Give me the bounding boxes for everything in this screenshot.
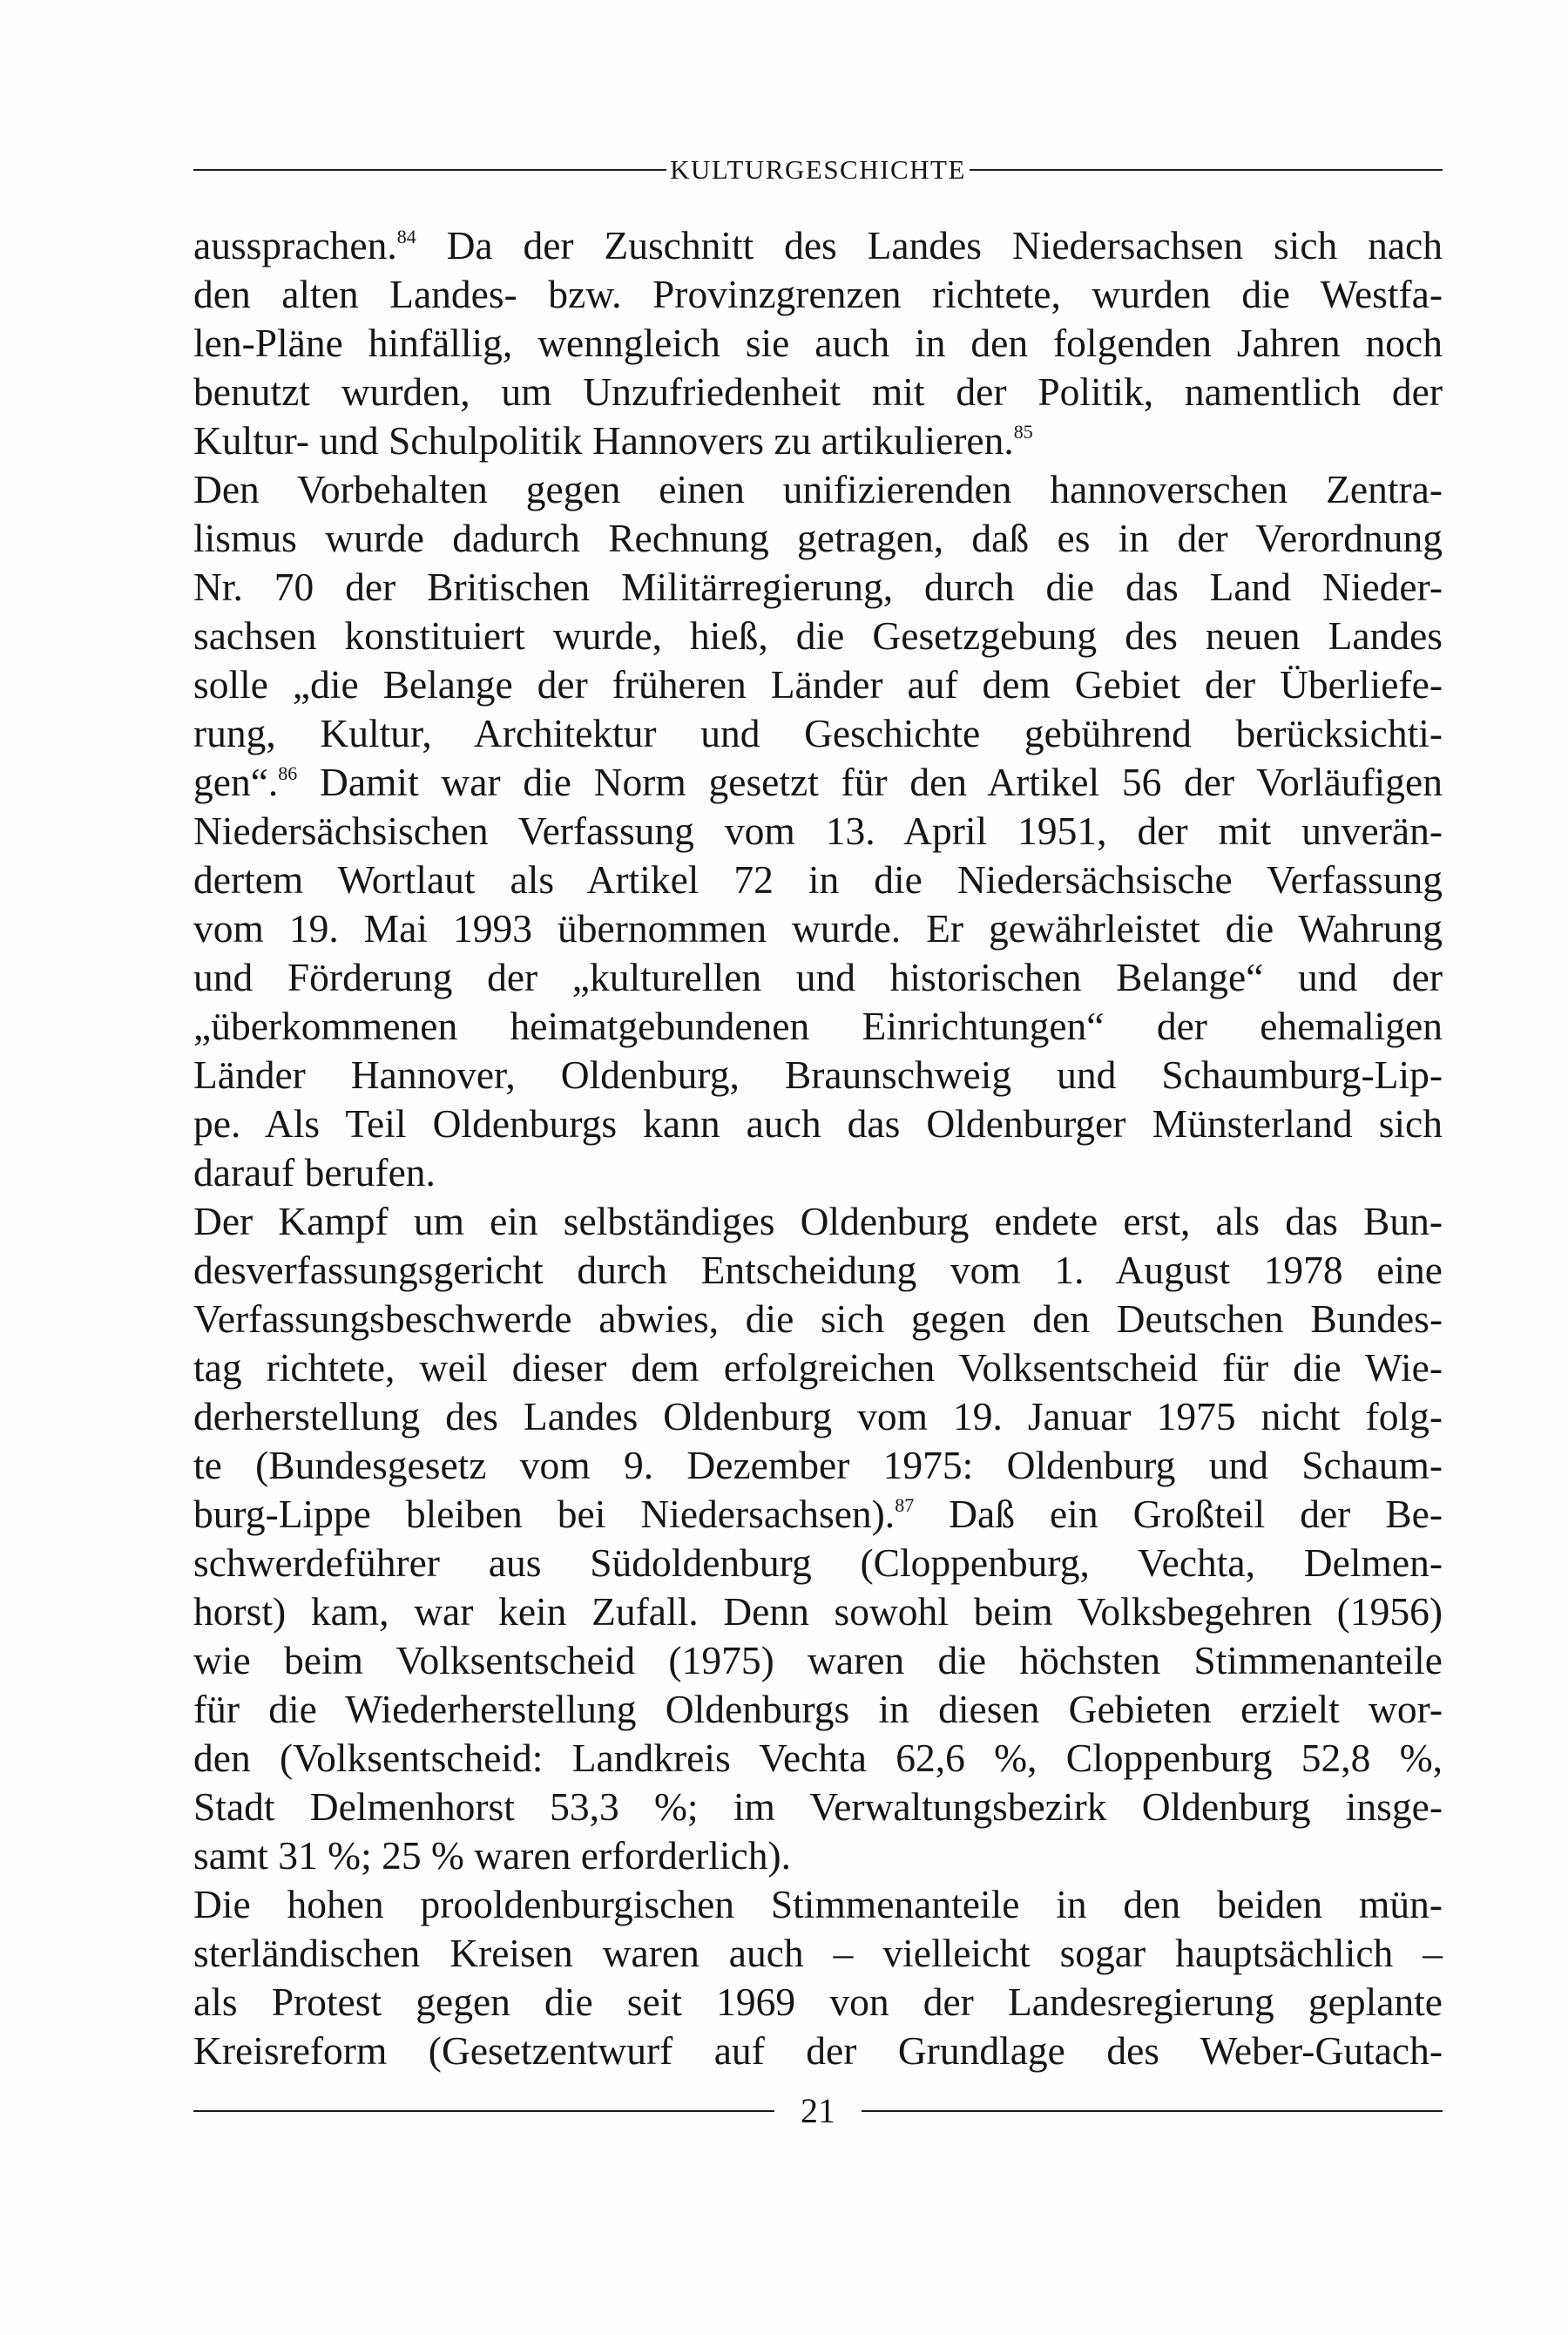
text-run: lismus wurde dadurch Rechnung getragen, daß es in der Verordnung: [193, 516, 1443, 560]
text-line: [193, 1929, 1443, 1978]
text-line: [193, 856, 1443, 904]
text-line: [193, 1734, 1443, 1783]
text-line: [193, 1880, 1443, 1929]
text-run: Stadt Delmenhorst 53,3 %; im Verwaltungsbezirk Oldenburg insge-: [193, 1784, 1443, 1829]
text-run: Die hohen prooldenburgischen Stimmenanteile in den beiden mün-: [193, 1882, 1443, 1926]
text-run: Der Kampf um ein selbständiges Oldenburg endete erst, als das Bun-: [193, 1199, 1443, 1243]
text-line: [193, 1636, 1443, 1685]
text-run: Niedersächsischen Verfassung vom 13. April 1951, der mit unverän-: [193, 809, 1443, 853]
text-line: [193, 1051, 1443, 1100]
footnote-ref: 86: [278, 762, 298, 784]
text-line: [193, 221, 1443, 270]
text-line: [193, 1100, 1443, 1148]
text-run: Verfassungsbeschwerde abwies, die sich gegen den Deutschen Bundes-: [193, 1296, 1443, 1341]
text-run: „überkommenen heimatgebundenen Einrichtungen“ der ehemaligen: [193, 1004, 1443, 1048]
text-line: [193, 1392, 1443, 1441]
text-run: den (Volksentscheid: Landkreis Vechta 62,6 %, Cloppenburg 52,8 %,: [193, 1736, 1443, 1780]
text-run: samt 31 %; 25 % waren erforderlich).: [193, 1833, 792, 1878]
text-line: [193, 1295, 1443, 1343]
text-line: [193, 1783, 1443, 1831]
text-run: te (Bundesgesetz vom 9. Dezember 1975: Oldenburg und Schaum-: [193, 1443, 1443, 1487]
paragraph: [193, 1197, 1443, 1880]
text-run: als Protest gegen die seit 1969 von der Landesregierung geplante: [193, 1980, 1443, 2024]
text-run: den alten Landes- bzw. Provinzgrenzen richtete, wurden die Westfa-: [193, 272, 1443, 316]
text-run: len-Pläne hinfällig, wenngleich sie auch in den folgenden Jahren noch: [193, 321, 1443, 365]
text-line: [193, 953, 1443, 1002]
text-line: [193, 1002, 1443, 1051]
text-run: sterländischen Kreisen waren auch – vielleicht sogar hauptsächlich –: [193, 1931, 1443, 1975]
text-run: sachsen konstituiert wurde, hieß, die Gesetzgebung des neuen Landes: [193, 613, 1443, 658]
text-run: solle „die Belange der früheren Länder auf dem Gebiet der Überliefe-: [193, 662, 1443, 707]
text-run: tag richtete, weil dieser dem erfolgreichen Volksentscheid für die Wie-: [193, 1345, 1443, 1390]
page-number: 21: [801, 2091, 835, 2130]
running-head: [193, 156, 1443, 183]
running-head-rule-right: [970, 169, 1443, 171]
text-line: [193, 1343, 1443, 1392]
text-line: [193, 612, 1443, 660]
text-run: derherstellung des Landes Oldenburg vom 19. Januar 1975 nicht folg-: [193, 1394, 1443, 1438]
text-run: Kreisreform (Gesetzentwurf auf der Grundlage des Weber-Gutach-: [193, 2028, 1443, 2073]
text-line: [193, 1246, 1443, 1295]
text-run: gen“.: [193, 760, 279, 804]
text-run: darauf berufen.: [193, 1150, 436, 1195]
text-line: [193, 758, 1443, 807]
text-line: [193, 1587, 1443, 1636]
body-text: [193, 221, 1443, 2075]
text-run: desverfassungsgericht durch Entscheidung vom 1. August 1978 eine: [193, 1248, 1443, 1292]
text-run: Da der Zuschnitt des Landes Niedersachsen sich nach: [416, 223, 1443, 267]
paragraph: [193, 1880, 1443, 2075]
text-run: dertem Wortlaut als Artikel 72 in die Niedersächsische Verfassung: [193, 857, 1443, 902]
footnote-ref: 87: [895, 1494, 915, 1516]
text-line: [193, 465, 1443, 514]
text-line: [193, 1148, 1443, 1197]
text-run: Kultur- und Schulpolitik Hannovers zu artikulieren.: [193, 418, 1014, 463]
running-head-title: KULTURGESCHICHTE: [670, 154, 966, 185]
text-line: [193, 904, 1443, 953]
text-run: benutzt wurden, um Unzufriedenheit mit der Politik, namentlich der: [193, 369, 1443, 414]
paragraph: [193, 221, 1443, 465]
text-run: für die Wiederherstellung Oldenburgs in diesen Gebieten erzielt wor-: [193, 1687, 1443, 1731]
text-run: horst) kam, war kein Zufall. Denn sowohl beim Volksbegehren (1956): [193, 1589, 1443, 1634]
text-line: [193, 319, 1443, 368]
text-line: [193, 1831, 1443, 1880]
text-run: wie beim Volksentscheid (1975) waren die höchsten Stimmenanteile: [193, 1638, 1443, 1682]
text-run: Länder Hannover, Oldenburg, Braunschweig und Schaumburg-Lip-: [193, 1052, 1443, 1097]
text-line: [193, 368, 1443, 416]
text-line: [193, 2027, 1443, 2075]
text-line: [193, 807, 1443, 856]
page-footer: [193, 2091, 1443, 2130]
text-line: [193, 660, 1443, 709]
text-run: und Förderung der „kulturellen und historischen Belange“ und der: [193, 955, 1443, 999]
text-line: [193, 709, 1443, 758]
text-run: Nr. 70 der Britischen Militärregierung, durch die das Land Nieder-: [193, 565, 1443, 609]
paragraph: [193, 465, 1443, 1197]
text-line: [193, 1685, 1443, 1734]
text-line: [193, 416, 1443, 465]
text-run: burg-Lippe bleiben bei Niedersachsen).: [193, 1492, 896, 1536]
running-head-rule-left: [193, 169, 666, 171]
text-line: [193, 514, 1443, 563]
footer-rule-left: [193, 2110, 774, 2112]
text-line: [193, 1490, 1443, 1539]
text-line: [193, 563, 1443, 612]
footnote-ref: 84: [396, 226, 416, 247]
text-run: schwerdeführer aus Südoldenburg (Cloppenburg, Vechta, Delmen-: [193, 1540, 1443, 1585]
text-line: [193, 270, 1443, 319]
text-run: Daß ein Großteil der Be-: [914, 1492, 1443, 1536]
text-line: [193, 1197, 1443, 1246]
text-run: Den Vorbehalten gegen einen unifizierenden hannoverschen Zentra-: [193, 467, 1443, 511]
footer-rule-right: [862, 2110, 1443, 2112]
text-run: rung, Kultur, Architektur und Geschichte gebührend berücksichti-: [193, 711, 1443, 755]
text-line: [193, 1441, 1443, 1490]
text-line: [193, 1539, 1443, 1587]
text-run: aussprachen.: [193, 223, 397, 267]
footnote-ref: 85: [1013, 421, 1033, 443]
text-run: Damit war die Norm gesetzt für den Artikel 56 der Vorläufigen: [297, 760, 1443, 804]
text-line: [193, 1978, 1443, 2027]
text-run: vom 19. Mai 1993 übernommen wurde. Er gewährleistet die Wahrung: [193, 906, 1443, 951]
text-run: pe. Als Teil Oldenburgs kann auch das Oldenburger Münsterland sich: [193, 1101, 1443, 1146]
